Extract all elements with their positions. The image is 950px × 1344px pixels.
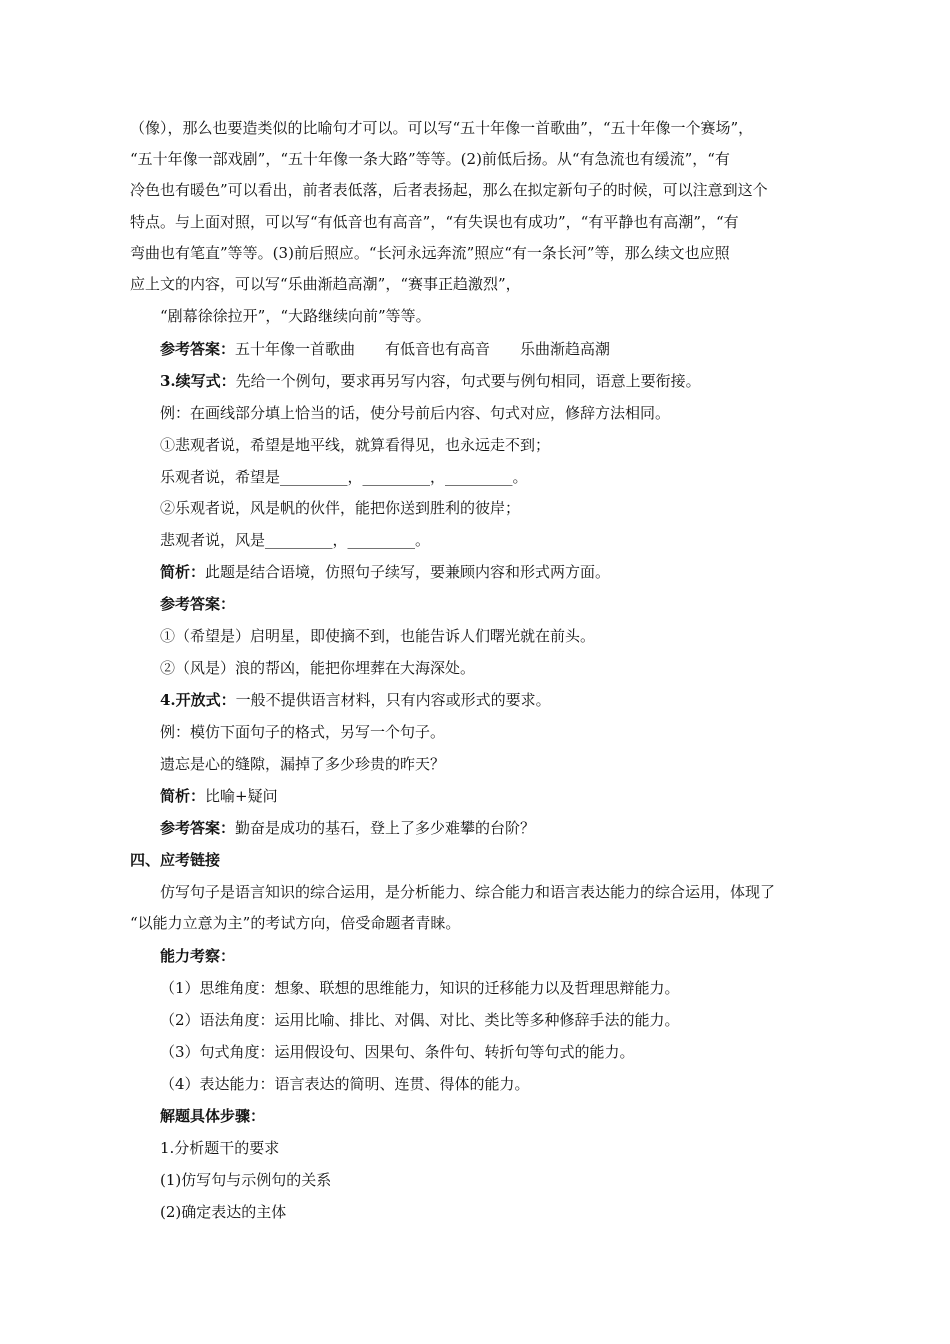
ability-item: （3）句式角度：运用假设句、因果句、条件句、转折句等句式的能力。 [160,1043,635,1061]
paragraph-analysis [130,113,830,300]
section-heading: 四、应考链接 [130,851,221,869]
section-continue-style [160,371,701,391]
fill-blank-1: 乐观者说，希望是_________，_________，_________。 [160,468,528,486]
fill-blank-2: 悲观者说，风是_________，_________。 [160,531,431,549]
answer-label: 参考答案： [160,819,236,837]
text-line: “五十年像一部戏剧”，“五十年像一条大路”等等。(2)前低后扬。从“有急流也有缓流”，“有 [130,150,730,169]
analysis-4 [160,786,278,806]
analysis-label: 简析： [160,787,206,805]
answer-4 [160,818,535,838]
answer-item: 五十年像一首歌曲 [235,340,356,358]
answer-3-2: ②（风是）浪的帮凶，能把你埋葬在大海深处。 [160,659,476,677]
answer-label: 参考答案： [160,340,236,358]
example-instruction-4: 例：模仿下面句子的格式，另写一个句子。 [160,723,446,741]
answer-3-1: ①（希望是）启明星，即使摘不到，也能告诉人们曙光就在前头。 [160,627,596,645]
intro-line-1: 仿写句子是语言知识的综合运用，是分析能力、综合能力和语言表达能力的综合运用，体现了 [160,883,776,901]
text-line: 特点。与上面对照，可以写“有低音也有高音”，“有失误也有成功”，“有平静也有高潮”，“有 [130,212,739,231]
section-text: 先给一个例句，要求再另写内容，句式要与例句相同，语意上要衔接。 [235,372,701,390]
paragraph-continuation: “剧幕徐徐拉开”，“大路继续向前”等等。 [160,307,431,325]
text-line: 弯曲也有笔直”等等。(3)前后照应。“长河永远奔流”照应“有一条长河”等，那么续文也应照 [130,243,730,262]
answer-text: 勤奋是成功的基石，登上了多少难攀的台阶？ [235,819,536,837]
section-label: 3.续写式： [160,372,236,390]
answer-item: 有低音也有高音 [385,340,491,358]
step-subitem: (1)仿写句与示例句的关系 [160,1171,332,1189]
text-line: 冷色也有暖色”可以看出，前者表低落，后者表扬起，那么在拟定新句子的时候，可以注意到这个 [130,181,768,200]
step-item: 1.分析题干的要求 [160,1139,280,1157]
section-text: 一般不提供语言材料，只有内容或形式的要求。 [235,691,551,709]
ability-item: （4）表达能力：语言表达的简明、连贯、得体的能力。 [160,1075,530,1093]
example-sentence-1: ①悲观者说，希望是地平线，就算看得见，也永远走不到； [160,436,551,454]
section-label: 4.开放式： [160,691,236,709]
example-sentence-2: ②乐观者说，风是帆的伙伴，能把你送到胜利的彼岸； [160,499,521,517]
example-instruction: 例：在画线部分填上恰当的话，使分号前后内容、句式对应，修辞方法相同。 [160,404,671,422]
ability-label: 能力考察： [160,947,236,965]
analysis-label: 简析： [160,563,206,581]
step-subitem: (2)确定表达的主体 [160,1203,287,1221]
steps-label: 解题具体步骤： [160,1107,266,1125]
example-sentence-4: 遗忘是心的缝隙，漏掉了多少珍贵的昨天？ [160,755,446,773]
ability-item: （1）思维角度：想象、联想的思维能力，知识的迁移能力以及哲理思辩能力。 [160,979,680,997]
text-line: 应上文的内容，可以写“乐曲渐趋高潮”，“赛事正趋激烈”， [130,275,521,294]
analysis-3 [160,562,610,582]
answer-item: 乐曲渐趋高潮 [520,340,611,358]
analysis-text: 此题是结合语境，仿照句子续写，要兼顾内容和形式两方面。 [205,563,611,581]
section-open-style [160,690,551,710]
reference-answer-1 [160,339,610,359]
answer-label-3: 参考答案： [160,595,236,613]
text-line: （像），那么也要造类似的比喻句才可以。可以写“五十年像一首歌曲”，“五十年像一个赛场”， [130,119,754,137]
ability-item: （2）语法角度：运用比喻、排比、对偶、对比、类比等多种修辞手法的能力。 [160,1011,680,1029]
intro-line-2: “以能力立意为主”的考试方向，倍受命题者青睐。 [130,914,461,932]
analysis-text: 比喻+疑问 [205,787,278,805]
